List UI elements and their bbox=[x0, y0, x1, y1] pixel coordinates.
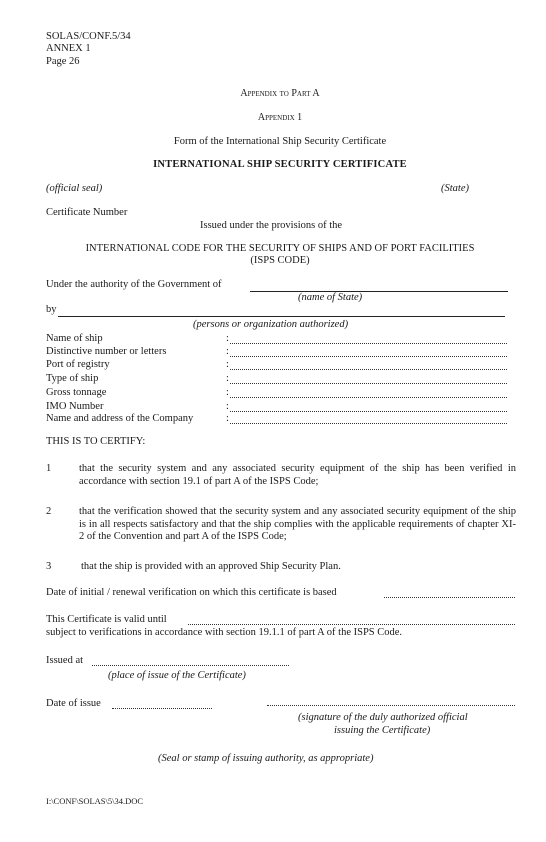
signature-caption-line2: issuing the Certificate) bbox=[334, 725, 431, 736]
verification-date-field[interactable] bbox=[384, 597, 515, 598]
by-line bbox=[58, 316, 505, 317]
certify-item-text: that the security system and any associated security equipment of the ship has been verified in accordance with section 19.1 of part A of the ISPS Code; bbox=[79, 463, 516, 487]
ship-field-colon: : bbox=[226, 359, 229, 370]
ship-name-field[interactable] bbox=[230, 343, 507, 344]
seal-or-stamp-caption: (Seal or stamp of issuing authority, as appropriate) bbox=[158, 753, 374, 764]
ship-field-colon: : bbox=[226, 373, 229, 384]
footer-file-path: I:\CONF\SOLAS\5\34.DOC bbox=[46, 796, 144, 806]
port-of-registry-field[interactable] bbox=[230, 369, 507, 370]
valid-until-field[interactable] bbox=[188, 624, 515, 625]
date-of-issue-field[interactable] bbox=[112, 708, 212, 709]
issued-at-field[interactable] bbox=[92, 665, 289, 666]
government-of-line bbox=[250, 291, 508, 292]
official-seal-label: (official seal) bbox=[46, 183, 103, 194]
certificate-title: INTERNATIONAL SHIP SECURITY CERTIFICATE bbox=[153, 159, 407, 170]
ship-field-label: Name of ship bbox=[46, 333, 103, 344]
form-of-title: Form of the International Ship Security Certificate bbox=[173, 136, 387, 147]
certify-item-number: 2 bbox=[46, 506, 52, 517]
distinctive-number-field[interactable] bbox=[230, 356, 507, 357]
company-address-field[interactable] bbox=[230, 423, 507, 424]
name-of-state-caption: (name of State) bbox=[298, 292, 363, 303]
place-of-issue-caption: (place of issue of the Certificate) bbox=[108, 670, 246, 681]
gross-tonnage-field[interactable] bbox=[230, 397, 507, 398]
certify-item-text: that the verification showed that the security system and any associated security equipment of the ship is in all respects satisfactory and that the ship complies with the applicable requirements of chapter XI-2 of the Convention and part A of the ISPS Code; bbox=[79, 506, 516, 542]
this-is-to-certify-heading: THIS IS TO CERTIFY: bbox=[46, 436, 146, 447]
imo-number-field[interactable] bbox=[230, 411, 507, 412]
ship-field-colon: : bbox=[226, 346, 229, 357]
signature-field[interactable] bbox=[267, 705, 515, 706]
ship-field-colon: : bbox=[226, 387, 229, 398]
valid-until-label: This Certificate is valid until bbox=[46, 614, 167, 625]
type-of-ship-field[interactable] bbox=[230, 383, 507, 384]
ship-field-label: Distinctive number or letters bbox=[46, 346, 167, 357]
state-label: (State) bbox=[441, 183, 469, 194]
issued-at-label: Issued at bbox=[46, 655, 84, 666]
ship-field-label: IMO Number bbox=[46, 401, 104, 412]
ship-field-colon: : bbox=[226, 333, 229, 344]
ship-field-label: Type of ship bbox=[46, 373, 99, 384]
annex-label: ANNEX 1 bbox=[46, 43, 91, 54]
appendix-title: Appendix 1 bbox=[257, 112, 303, 123]
appendix-to-part-title: Appendix to Part A bbox=[240, 88, 320, 99]
page-number: Page 26 bbox=[46, 56, 80, 67]
certificate-number-label: Certificate Number bbox=[46, 207, 128, 218]
code-title-line1: INTERNATIONAL CODE FOR THE SECURITY OF SHIPS AND OF PORT FACILITIES bbox=[85, 243, 475, 254]
doc-reference: SOLAS/CONF.5/34 bbox=[46, 31, 131, 42]
issued-under-text: Issued under the provisions of the bbox=[200, 220, 343, 231]
date-of-issue-label: Date of issue bbox=[46, 698, 101, 709]
ship-field-label: Name and address of the Company bbox=[46, 413, 194, 424]
ship-field-colon: : bbox=[226, 413, 229, 424]
by-label: by bbox=[46, 304, 57, 315]
certify-item-number: 3 bbox=[46, 561, 52, 572]
certify-item-number: 1 bbox=[46, 463, 52, 474]
persons-org-caption: (persons or organization authorized) bbox=[193, 319, 349, 330]
date-initial-renewal-label: Date of initial / renewal verification on which this certificate is based bbox=[46, 587, 337, 598]
ship-field-colon: : bbox=[226, 401, 229, 412]
certify-item-text: that the ship is provided with an approved Ship Security Plan. bbox=[81, 561, 341, 572]
signature-caption-line1: (signature of the duly authorized official bbox=[298, 712, 468, 723]
authority-label: Under the authority of the Government of bbox=[46, 279, 222, 290]
code-title-line2: (ISPS CODE) bbox=[250, 255, 310, 266]
ship-field-label: Gross tonnage bbox=[46, 387, 107, 398]
ship-field-label: Port of registry bbox=[46, 359, 110, 370]
subject-to-text: subject to verifications in accordance with section 19.1.1 of part A of the ISPS Code. bbox=[46, 627, 403, 638]
